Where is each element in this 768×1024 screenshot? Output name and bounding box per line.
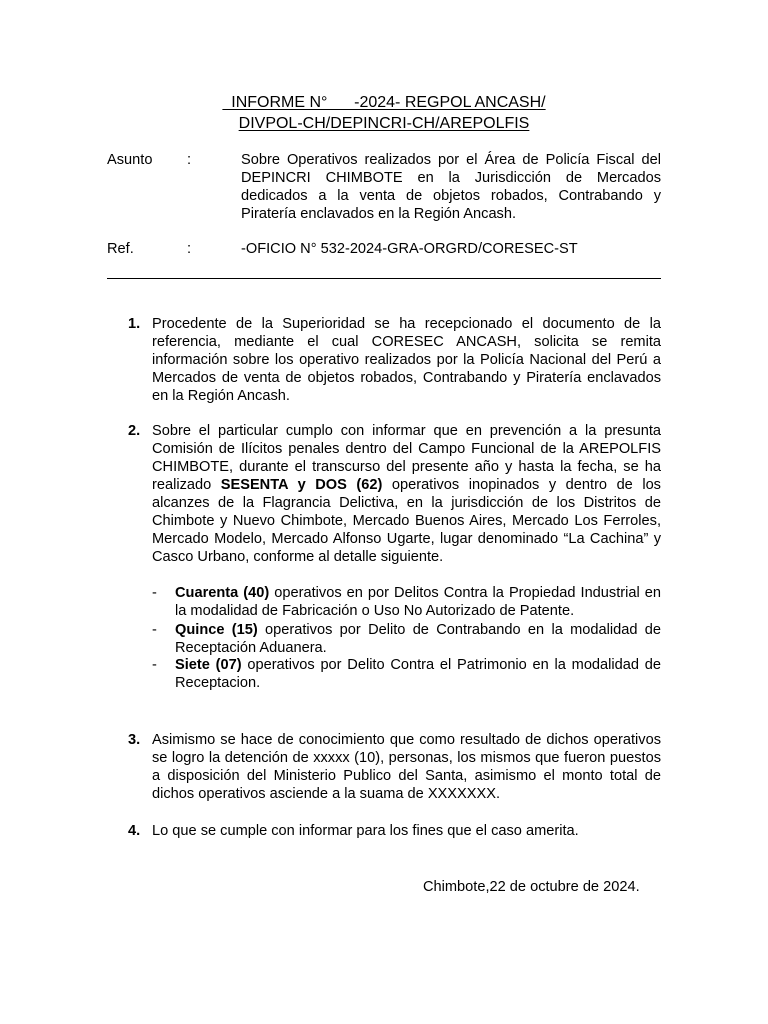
ref-colon: :: [187, 241, 192, 257]
bullet-3-dash: -: [152, 657, 157, 673]
item-3-text: Asimismo se hace de conocimiento que como resultado de dichos operativos se logro la detención de xxxxx (10), personas, los mismos que fueron puestos a disposición del Ministerio Publico del Santa, asimismo el monto total de dichos operativos asciende a la suama de XXXXXXX.: [152, 732, 661, 802]
document-date: Chimbote,22 de octubre de 2024.: [423, 879, 640, 895]
bullet-2-bold: Quince (15): [175, 622, 258, 638]
item-1-number: 1.: [128, 316, 141, 332]
item-2-text-before: Sobre el particular cumplo con informar que en prevención a la presunta Comisión de Ilícitos penales dentro del Campo Funcional de la AREPOLFIS CHIMBOTE, durante el transcurso del presente año y hasta la fecha, se ha realizado: [152, 423, 661, 493]
bullet-2-text: [175, 621, 661, 657]
bullet-1-text: [175, 584, 661, 620]
item-2-text: [152, 422, 661, 566]
ref-text: -OFICIO N° 532-2024-GRA-ORGRD/CORESEC-ST: [241, 241, 578, 257]
item-4-number: 4.: [128, 823, 141, 839]
asunto-text: Sobre Operativos realizados por el Área de Policía Fiscal del DEPINCRI CHIMBOTE en la Jurisdicción de Mercados dedicados a la venta de objetos robados, Contrabando y Piratería enclavados en la Región Ancash.: [241, 152, 661, 222]
header-divider: [107, 278, 661, 279]
document-title: [107, 92, 661, 134]
bullet-2-rest: operativos por Delito de Contrabando en la modalidad de Receptación Aduanera.: [175, 622, 661, 656]
bullet-1-rest: operativos en por Delitos Contra la Propiedad Industrial en la modalidad de Fabricación o Uso No Autorizado de Patente.: [175, 585, 661, 619]
title-line-1: INFORME N° -2024- REGPOL ANCASH/: [222, 94, 546, 111]
bullet-2-dash: -: [152, 622, 157, 638]
ref-label: Ref.: [107, 241, 134, 257]
asunto-colon: :: [187, 152, 192, 168]
item-2-number: 2.: [128, 423, 141, 439]
title-line-2: DIVPOL-CH/DEPINCRI-CH/AREPOLFIS: [238, 115, 530, 132]
item-2-text-after: operativos inopinados y dentro de los alcanzes de la Flagrancia Delictiva, en la jurisdicción de los Distritos de Chimbote y Nuevo Chimbote, Mercado Buenos Aires, Mercado Los Ferroles, Mercado Modelo, Mercado Alfonso Ugarte, lugar denominado “La Cachina” y Casco Urbano, conforme al detalle siguiente.: [152, 477, 661, 565]
item-3-number: 3.: [128, 732, 141, 748]
bullet-1-bold: Cuarenta (40): [175, 585, 270, 601]
bullet-3-rest: operativos por Delito Contra el Patrimonio en la modalidad de Receptacion.: [175, 657, 661, 691]
item-1-text: Procedente de la Superioridad se ha recepcionado el documento de la referencia, mediante el cual CORESEC ANCASH, solicita se remita información sobre los operativo realizados por la Policía Nacional del Perú a Mercados de venta de objetos robados, Contrabando y Piratería enclavados en la Región Ancash.: [152, 316, 661, 404]
bullet-3-text: [175, 656, 661, 692]
item-4-text: Lo que se cumple con informar para los fines que el caso amerita.: [152, 823, 579, 839]
bullet-1-dash: -: [152, 585, 157, 601]
asunto-label: Asunto: [107, 152, 153, 168]
bullet-3-bold: Siete (07): [175, 657, 242, 673]
item-2-text-bold: SESENTA y DOS (62): [220, 477, 383, 493]
